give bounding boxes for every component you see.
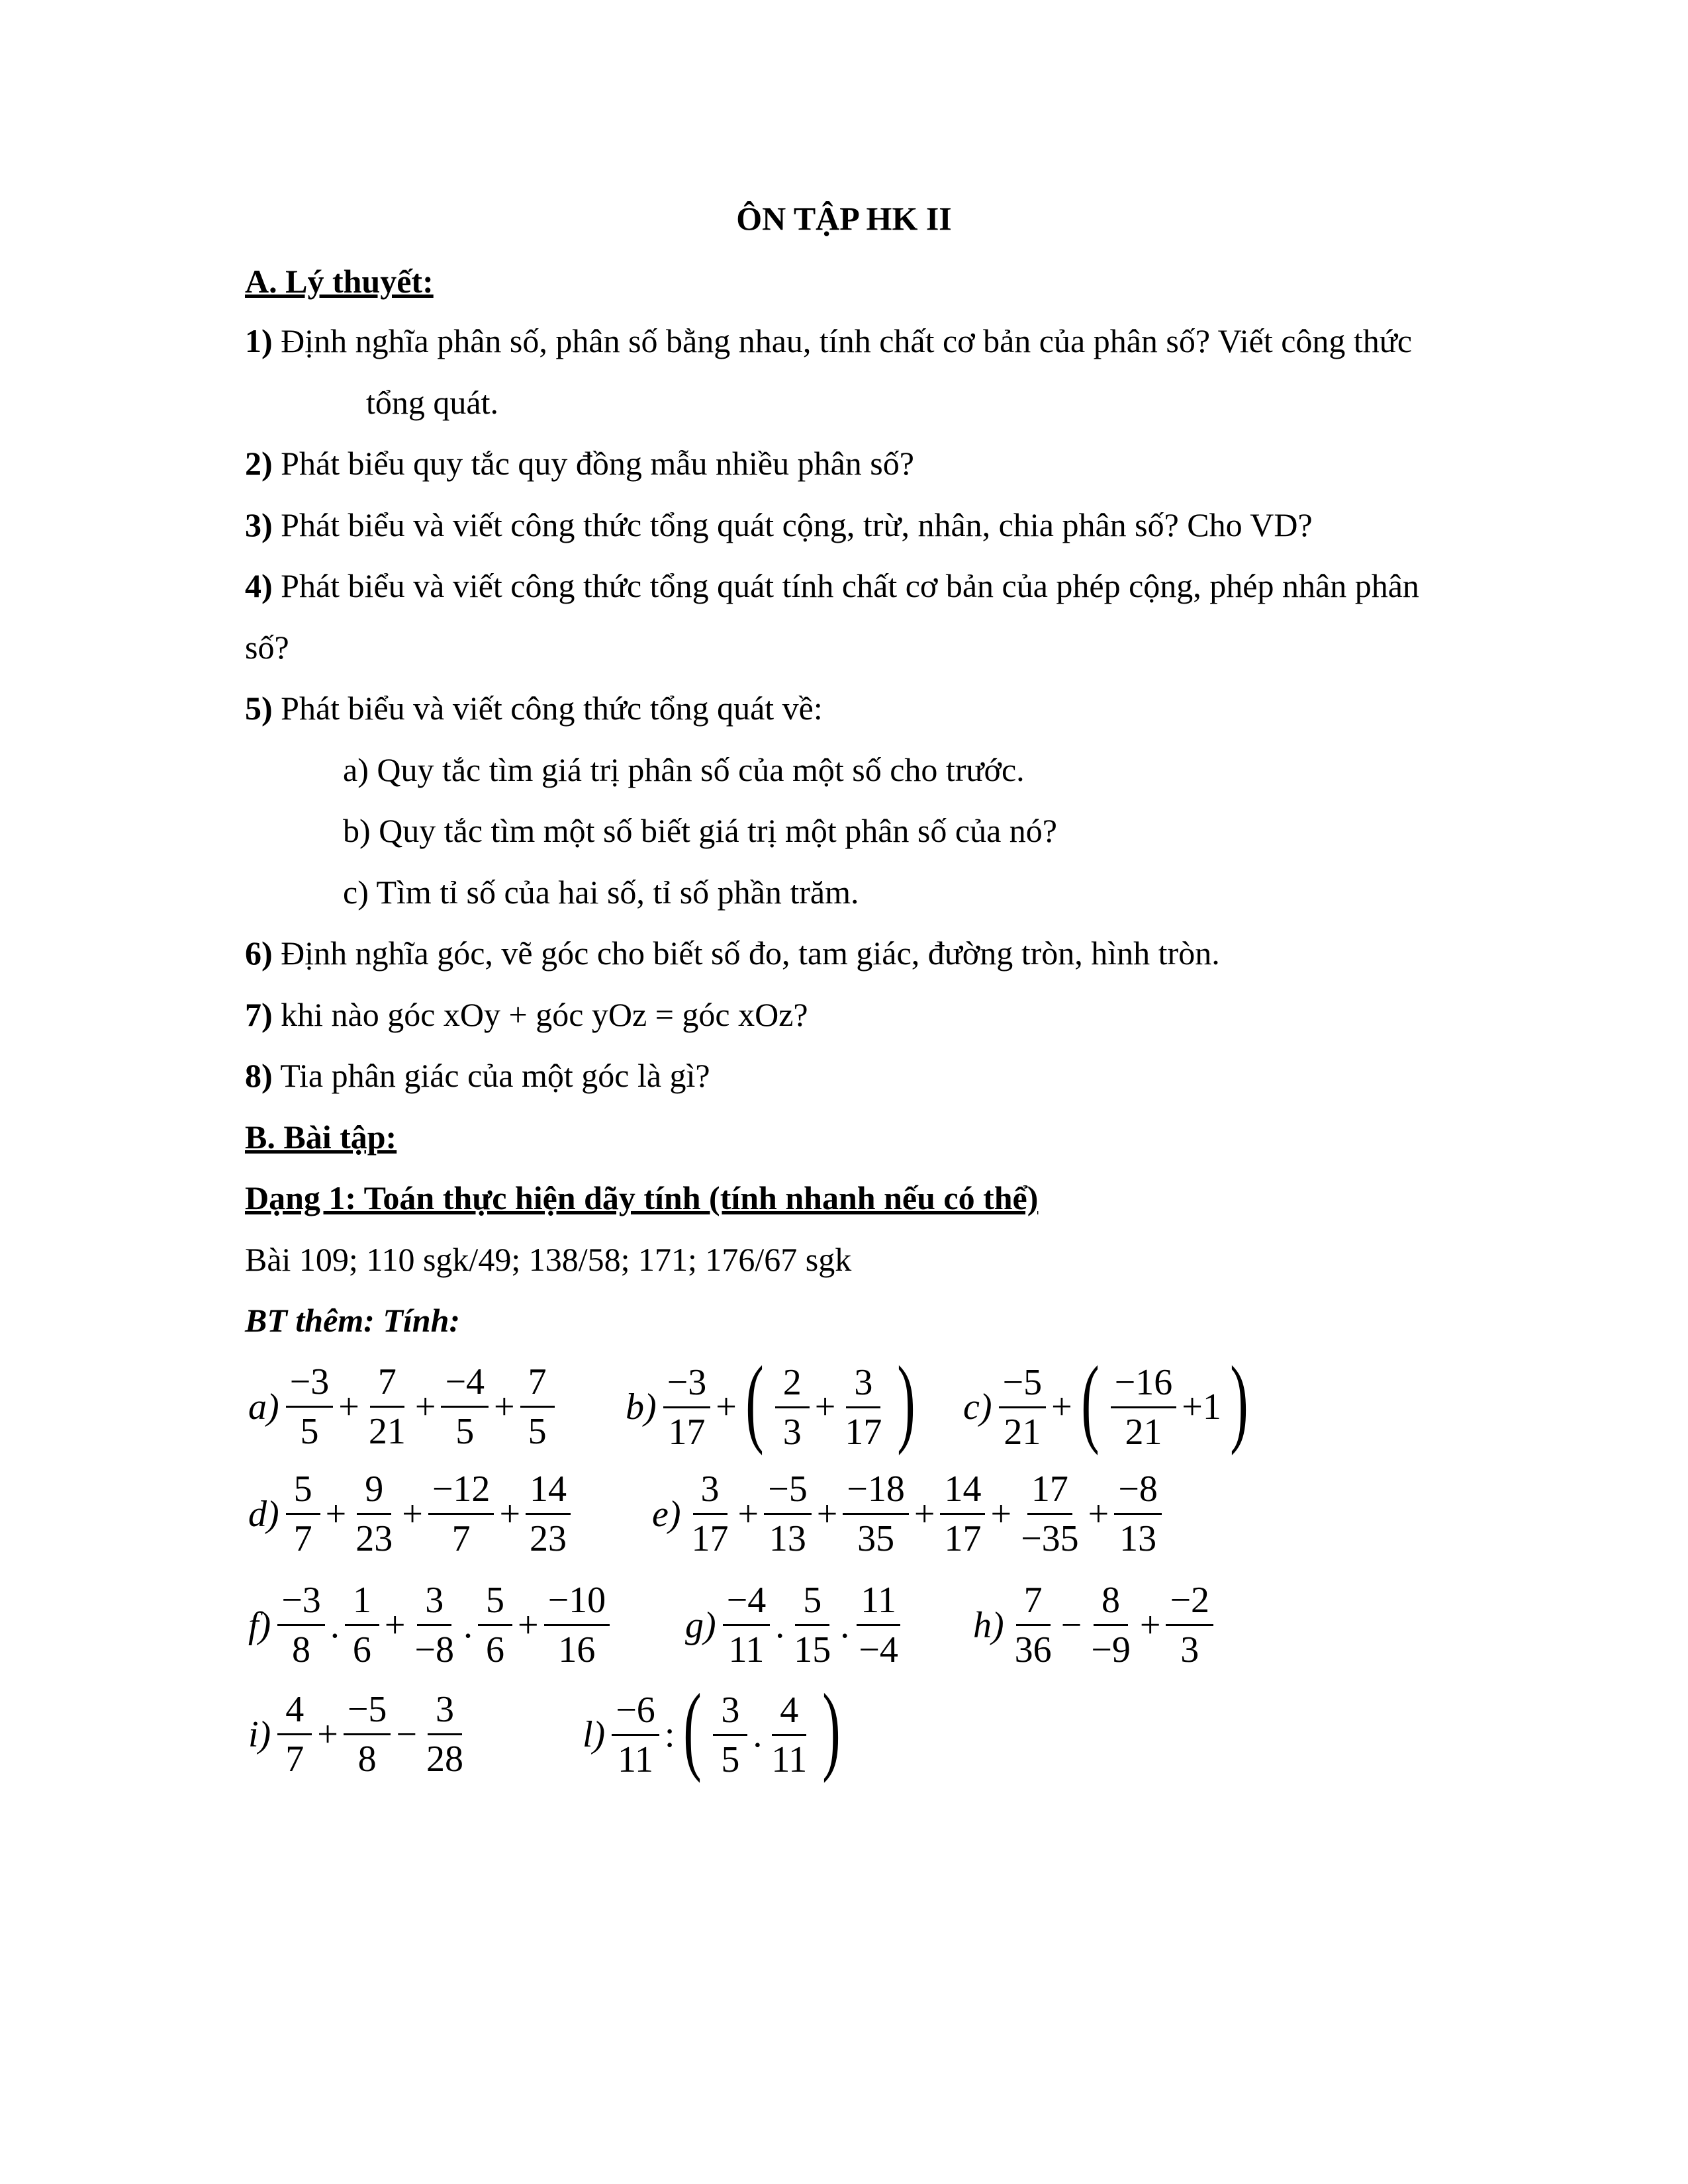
fraction	[286, 1363, 334, 1450]
denominator: −9	[1091, 1629, 1131, 1670]
operator: +	[990, 1493, 1012, 1535]
denominator: −8	[414, 1629, 454, 1670]
operator: +	[499, 1493, 521, 1535]
section-b-heading: B. Bài tập:	[245, 1118, 397, 1156]
numerator: 2	[775, 1364, 810, 1408]
denominator: 5	[528, 1411, 547, 1452]
operator: +	[716, 1387, 737, 1428]
theory-5b: b) Quy tắc tìm một số biết giá trị một phân số của nó?	[343, 812, 1057, 849]
denominator: −4	[859, 1629, 898, 1670]
theory-text: Định nghĩa phân số, phân số bằng nhau, tính chất cơ bản của phân số? Viết công thức	[272, 322, 1413, 359]
left-paren: (	[1080, 1346, 1100, 1456]
denominator: 13	[769, 1518, 806, 1559]
theory-num: 3)	[245, 506, 273, 543]
exercise-label: e)	[652, 1493, 681, 1535]
denominator: 15	[794, 1629, 831, 1670]
denominator: 6	[486, 1629, 504, 1670]
operator: .	[775, 1604, 785, 1646]
operator: +1	[1182, 1387, 1221, 1428]
numerator: 3	[428, 1691, 462, 1735]
operator: +	[494, 1386, 515, 1428]
denominator: 36	[1014, 1629, 1052, 1670]
denominator: 5	[721, 1739, 740, 1780]
operator: .	[840, 1604, 850, 1646]
denominator: 23	[355, 1518, 393, 1559]
fraction	[775, 1361, 810, 1453]
theory-text: Phát biểu và viết công thức tổng quát về:	[272, 690, 823, 727]
operator: :	[664, 1714, 675, 1755]
denominator: 21	[368, 1411, 406, 1452]
numerator: −4	[441, 1363, 489, 1408]
numerator: 7	[370, 1363, 404, 1408]
right-paren: )	[897, 1346, 916, 1456]
operator: +	[338, 1386, 359, 1428]
exercise-label: f)	[248, 1604, 271, 1646]
theory-text: Phát biểu và viết công thức tổng quát cộng, trừ, nhân, chia phân số? Cho VD?	[272, 506, 1313, 543]
operator: +	[1139, 1604, 1161, 1646]
numerator: −6	[612, 1692, 659, 1736]
exercise-d	[248, 1471, 575, 1557]
denominator: −35	[1021, 1518, 1079, 1559]
denominator: 3	[1180, 1629, 1199, 1670]
numerator: −5	[764, 1471, 812, 1515]
fraction	[1111, 1361, 1177, 1453]
denominator: 35	[857, 1518, 895, 1559]
exercise-label: c)	[963, 1387, 992, 1428]
fraction	[663, 1361, 711, 1453]
fraction	[1114, 1471, 1162, 1557]
numerator: 8	[1094, 1582, 1128, 1626]
fraction	[365, 1363, 410, 1450]
fraction	[478, 1582, 512, 1668]
denominator: 17	[944, 1518, 982, 1559]
fraction	[790, 1582, 835, 1668]
operator: +	[518, 1604, 539, 1646]
operator: +	[402, 1493, 423, 1535]
numerator: 14	[526, 1471, 571, 1515]
numerator: 5	[478, 1582, 512, 1626]
denominator: 23	[530, 1518, 567, 1559]
fraction	[723, 1582, 771, 1668]
exercise-label: a)	[248, 1386, 279, 1428]
operator: +	[1088, 1493, 1109, 1535]
denominator: 3	[782, 1411, 802, 1453]
numerator: 3	[693, 1471, 727, 1515]
theory-item-4-cont: số?	[245, 629, 289, 666]
denominator: 8	[292, 1629, 311, 1670]
fraction	[526, 1471, 571, 1557]
numerator: 4	[277, 1691, 312, 1735]
numerator: −5	[344, 1691, 391, 1735]
theory-num: 5)	[245, 690, 273, 727]
theory-num: 8)	[245, 1057, 273, 1094]
theory-text: khi nào góc xOy + góc yOz = góc xOz?	[272, 996, 808, 1033]
operator: +	[325, 1493, 347, 1535]
numerator: −18	[843, 1471, 909, 1515]
theory-num: 7)	[245, 996, 273, 1033]
left-paren: (	[683, 1674, 702, 1784]
exercise-label: l)	[583, 1714, 606, 1755]
exercise-label: i)	[248, 1713, 271, 1755]
operator: .	[753, 1714, 763, 1755]
numerator: −10	[544, 1582, 610, 1626]
right-paren: )	[1230, 1346, 1248, 1456]
theory-item-6	[245, 933, 1220, 973]
numerator: −3	[286, 1363, 334, 1408]
operator: +	[317, 1713, 338, 1755]
denominator: 7	[293, 1518, 312, 1559]
fraction	[345, 1582, 379, 1668]
fraction	[855, 1582, 902, 1668]
numerator: −2	[1166, 1582, 1213, 1626]
operator: +	[914, 1493, 935, 1535]
fraction	[1011, 1582, 1056, 1668]
denominator: 5	[300, 1411, 319, 1452]
numerator: −12	[428, 1471, 494, 1515]
numerator: 7	[1016, 1582, 1051, 1626]
numerator: 9	[357, 1471, 391, 1515]
denominator: 7	[451, 1518, 471, 1559]
exercise-i	[248, 1691, 471, 1778]
fraction	[764, 1471, 812, 1557]
exercise-a	[248, 1363, 559, 1450]
left-paren: (	[745, 1346, 764, 1456]
fraction	[286, 1471, 320, 1557]
exercise-label: g)	[685, 1604, 716, 1646]
operator: .	[463, 1604, 473, 1646]
numerator: −3	[277, 1582, 325, 1626]
exercise-f	[248, 1582, 614, 1668]
theory-5c: c) Tìm tỉ số của hai số, tỉ số phần trăm.	[343, 874, 859, 911]
fraction	[410, 1582, 458, 1668]
operator: +	[1051, 1387, 1072, 1428]
theory-item-1-cont: tổng quát.	[366, 384, 498, 421]
operator: −	[396, 1713, 417, 1755]
theory-num: 2)	[245, 445, 273, 482]
right-paren: )	[822, 1674, 841, 1784]
denominator: 17	[668, 1411, 706, 1453]
fraction	[767, 1689, 811, 1780]
extra-exercises-heading: BT thêm: Tính:	[245, 1302, 461, 1339]
numerator: 5	[286, 1471, 320, 1515]
exercise-label: d)	[248, 1493, 279, 1535]
exercise-e	[652, 1471, 1166, 1557]
theory-text: Định nghĩa góc, vẽ góc cho biết số đo, tam giác, đường tròn, hình tròn.	[272, 934, 1220, 972]
theory-num: 1)	[245, 322, 273, 359]
fraction	[843, 1471, 909, 1557]
fraction	[940, 1471, 985, 1557]
theory-item-1	[245, 321, 1412, 361]
operator: +	[414, 1386, 436, 1428]
exercise-b	[626, 1346, 923, 1456]
operator: +	[816, 1493, 838, 1535]
theory-item-7	[245, 995, 808, 1034]
theory-text: Phát biểu và viết công thức tổng quát tính chất cơ bản của phép cộng, phép nhân phân	[272, 567, 1419, 604]
fraction	[422, 1691, 467, 1778]
fraction	[688, 1471, 733, 1557]
denominator: 28	[426, 1739, 463, 1780]
theory-5a: a) Quy tắc tìm giá trị phân số của một số cho trước.	[343, 751, 1025, 788]
section-a-heading: A. Lý thuyết:	[245, 263, 434, 300]
exercise-g	[685, 1582, 906, 1668]
fraction	[277, 1691, 312, 1778]
theory-text: Phát biểu quy tắc quy đồng mẫu nhiều phân số?	[272, 445, 914, 482]
denominator: 6	[352, 1629, 371, 1670]
numerator: −3	[663, 1364, 711, 1408]
denominator: 7	[285, 1739, 305, 1780]
numerator: 3	[713, 1692, 747, 1736]
page-title: ÔN TẬP HK II	[736, 200, 952, 237]
numerator: −4	[723, 1582, 771, 1626]
operator: .	[330, 1604, 340, 1646]
exercise-c	[963, 1346, 1256, 1456]
theory-item-5	[245, 688, 823, 728]
denominator: 17	[845, 1411, 882, 1453]
exercise-label: h)	[973, 1604, 1004, 1646]
denominator: 21	[1125, 1411, 1162, 1453]
numerator: 14	[940, 1471, 985, 1515]
denominator: 17	[691, 1518, 729, 1559]
fraction	[999, 1361, 1047, 1453]
dang1-heading: Dạng 1: Toán thực hiện dãy tính (tính nhanh nếu có thể)	[245, 1179, 1039, 1216]
fraction	[1017, 1471, 1083, 1557]
theory-text: Tia phân giác của một góc là gì?	[272, 1057, 710, 1094]
fraction	[1087, 1582, 1135, 1668]
fraction	[344, 1691, 391, 1778]
theory-num: 6)	[245, 934, 273, 972]
fraction	[841, 1361, 886, 1453]
denominator: 11	[771, 1739, 808, 1780]
denominator: 16	[558, 1629, 596, 1670]
operator: +	[814, 1387, 836, 1428]
theory-item-2	[245, 443, 914, 483]
exercise-h	[973, 1582, 1217, 1668]
numerator: 17	[1027, 1471, 1072, 1515]
numerator: −16	[1111, 1364, 1177, 1408]
numerator: 4	[772, 1692, 806, 1736]
fraction	[612, 1689, 659, 1780]
fraction	[1166, 1582, 1213, 1668]
fraction	[544, 1582, 610, 1668]
exercise-refs: Bài 109; 110 sgk/49; 138/58; 171; 176/67 sgk	[245, 1241, 852, 1278]
theory-num: 4)	[245, 567, 273, 604]
operator: −	[1060, 1604, 1082, 1646]
fraction	[352, 1471, 397, 1557]
numerator: 1	[345, 1582, 379, 1626]
numerator: −5	[999, 1364, 1047, 1408]
fraction	[441, 1363, 489, 1450]
operator: +	[384, 1604, 406, 1646]
denominator: 21	[1004, 1411, 1041, 1453]
denominator: 11	[618, 1739, 653, 1780]
numerator: 3	[846, 1364, 880, 1408]
denominator: 5	[455, 1411, 475, 1452]
denominator: 13	[1119, 1518, 1157, 1559]
denominator: 8	[357, 1739, 377, 1780]
numerator: 5	[795, 1582, 829, 1626]
theory-item-8	[245, 1056, 710, 1095]
theory-item-3	[245, 505, 1313, 545]
numerator: 3	[417, 1582, 451, 1626]
theory-item-4	[245, 566, 1419, 606]
numerator: 11	[857, 1582, 900, 1626]
denominator: 11	[728, 1629, 765, 1670]
fraction	[713, 1689, 747, 1780]
exercise-l	[583, 1674, 848, 1784]
fraction	[277, 1582, 325, 1668]
fraction	[428, 1471, 494, 1557]
operator: +	[737, 1493, 759, 1535]
fraction	[520, 1363, 555, 1450]
exercise-label: b)	[626, 1387, 657, 1428]
numerator: 7	[520, 1363, 555, 1408]
numerator: −8	[1114, 1471, 1162, 1515]
